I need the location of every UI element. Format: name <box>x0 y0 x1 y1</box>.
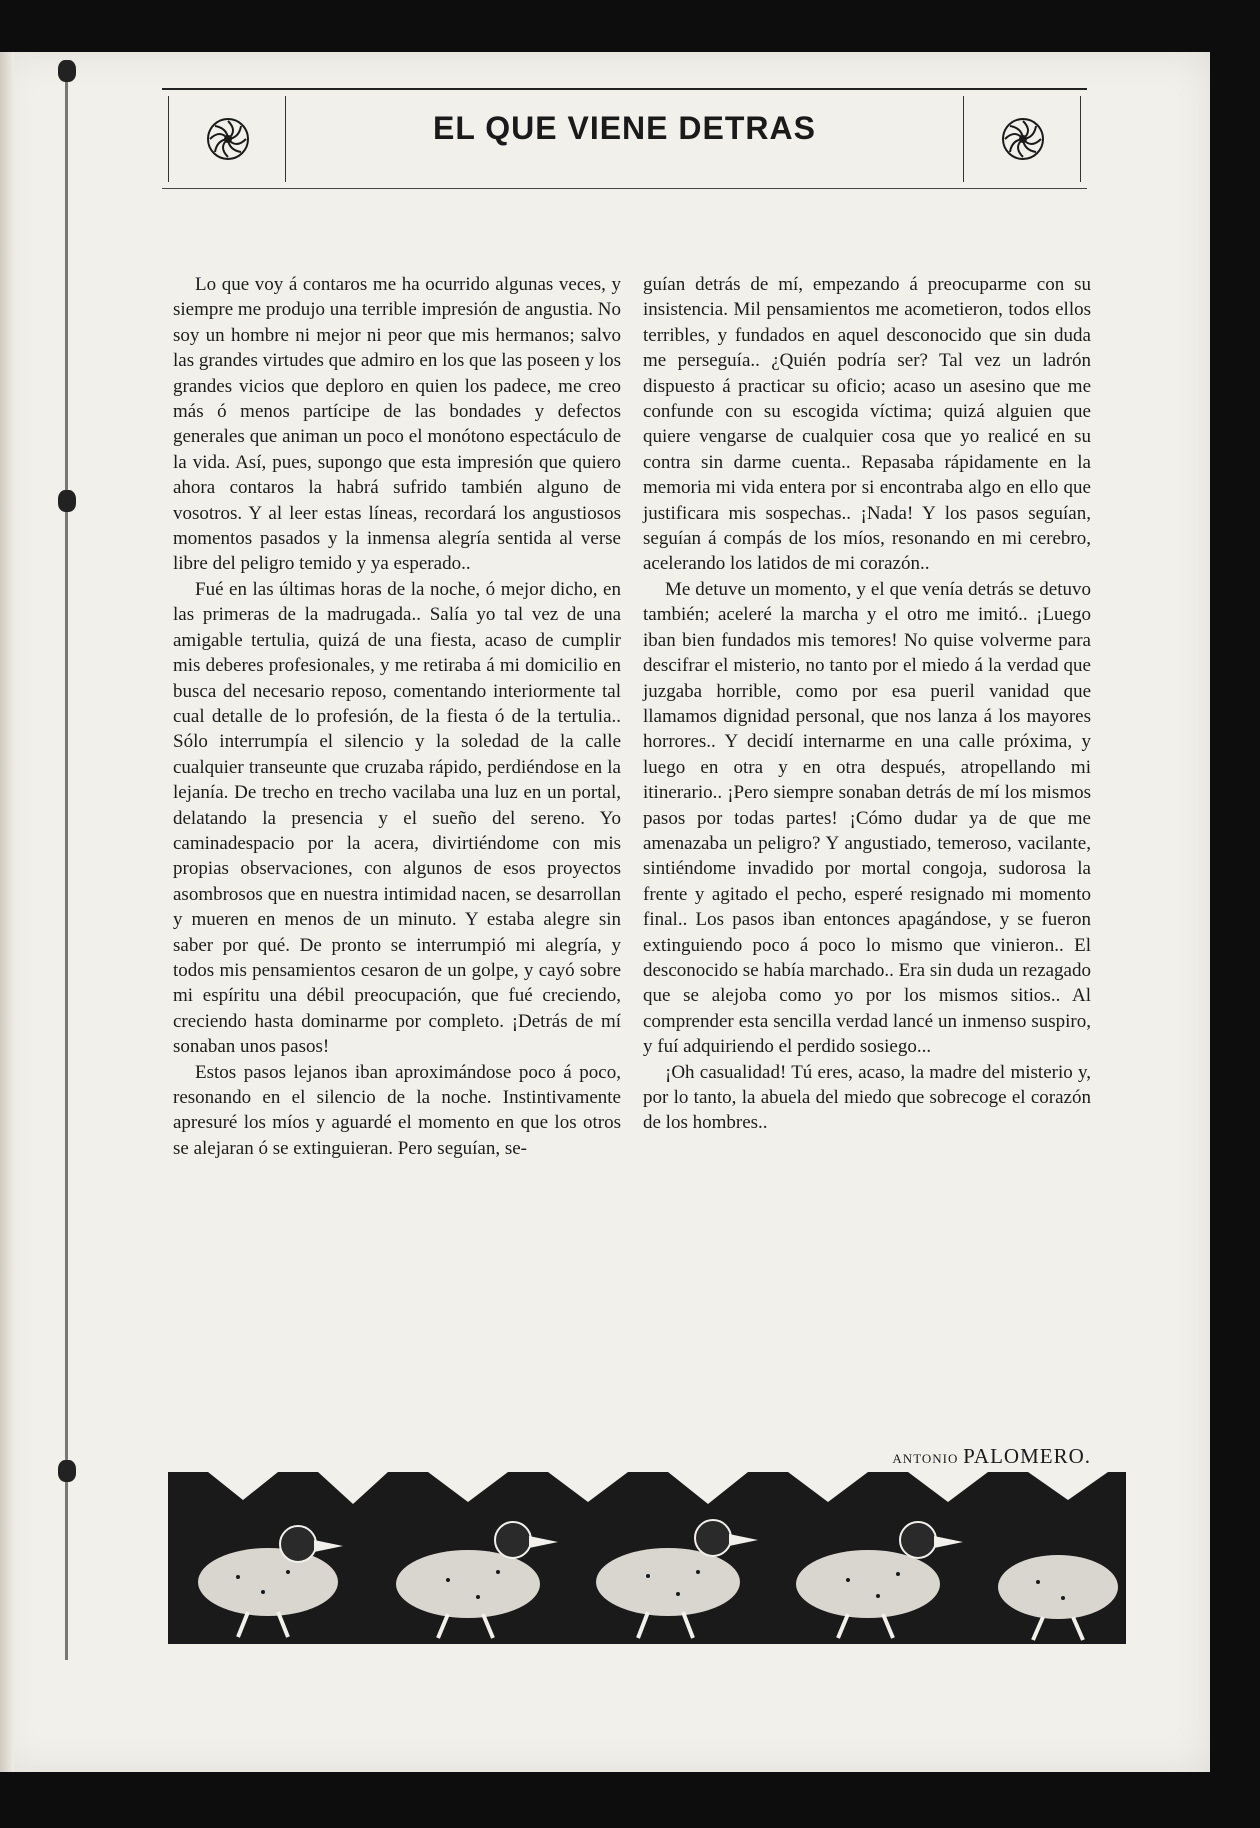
article-column-left <box>173 272 621 1161</box>
paragraph: Me detuve un momento, y el que venía detrás se detuvo también; aceleré la marcha y el otro me imitó.. ¡Luego iban bien fundados mis temores! No quise volverme para descifrar el misterio, no tanto por el miedo á la verdad que juzgaba horrible, como por esa pueril vanidad que llamamos dignidad personal, que nos lanza á los mayores horrores.. Y decidí internarme en una calle próxima, y luego en otra y en otra después, atropellando mi itinerario.. ¡Pero siempre sonaban detrás de mí los mismos pasos por todas partes! ¡Cómo dudar ya de que me amenazaba un peligro? Y angustiado, temeroso, vacilante, sintiéndome invadido por mortal congoja, sudorosa la frente y agitado el pecho, esperé resignado mi momento final.. Los pasos iban entonces apagándose, y se fueron extinguiendo poco á poco lo mismo que vinieron.. El desconocido se había marchado.. Era sin duda un rezagado que se alejoba como yo por los mismos sitios.. Al comprender esta sencilla verdad lancé un inmenso suspiro, y fuí adquiriendo el perdido sosiego... <box>643 578 1091 1058</box>
ducks-frieze-icon <box>168 1472 1126 1644</box>
rosette-ornament-icon <box>1000 116 1046 162</box>
binding-thread <box>56 60 78 1660</box>
paragraph: Fué en las últimas horas de la noche, ó mejor dicho, en las primeras de la madrugada.. Salía yo tal vez de una amigable tertulia, quizá de una fiesta, acaso de cumplir mis deberes profesionales, y me retiraba á mi domicilio en busca del necesario reposo, comentando interiormente tal cual detalle de lo profesión, de la fiesta ó de la tertulia.. Sólo interrumpía el silencio y la soledad de la calle cualquier transeunte que cruzaba rápido, perdiéndose en la lejanía. De trecho en trecho vacilaba una luz en un portal, delatando la presencia y el sueño del sereno. Yo caminadespacio por la acera, divirtiéndome con mis propias observaciones, con algunos de esos proyectos asombrosos que en nuestra intimidad nacen, se desarrollan y mueren en menos de un minuto. Y estaba alegre sin saber por qué. De pronto se interrumpió mi alegría, y todos mis pensamientos cesaron de un golpe, y cayó sobre mi espíritu una débil preocupación, que fué creciendo, creciendo hasta dominarme por completo. ¡Detrás de mí sonaban unos pasos! <box>173 578 621 1058</box>
article-column-right <box>643 272 1091 1136</box>
article-header <box>162 88 1087 189</box>
header-ornament-right <box>963 96 1081 182</box>
page-spine <box>0 52 14 1772</box>
page-title: EL QUE VIENE DETRAS <box>433 110 816 146</box>
rosette-ornament-icon <box>205 116 251 162</box>
paragraph: Lo que voy á contaros me ha ocurrido algunas veces, y siempre me produjo una terrible impresión de angustia. No soy un hombre ni mejor ni peor que mis hermanos; salvo las grandes virtudes que admiro en los que las poseen y los grandes vicios que deploro en quien los padece, me creo más ó menos partícipe de las bondades y defectos generales que animan un poco el monótono espectáculo de la vida. Así, pues, supongo que esta impresión que quiero ahora contaros la habrá sufrido también alguno de vosotros. Y al leer estas líneas, recordará los angustiosos momentos pasados y la inmensa alegría sentida al verse libre del peligro temido y ya esperado.. <box>173 274 621 575</box>
author-first-name: ANTONIO <box>892 1451 959 1466</box>
paragraph: Estos pasos lejanos iban aproximándose poco á poco, resonando en el silencio de la noche. Instintivamente apresuré los míos y aguardé el momento en que los otros se alejaran ó se extinguieran. Pero seguían, se- <box>173 1061 621 1159</box>
author-signature <box>643 1444 1091 1469</box>
paragraph: ¡Oh casualidad! Tú eres, acaso, la madre del misterio y, por lo tanto, la abuela del miedo que sobrecoge el corazón de los hombres.. <box>643 1061 1091 1134</box>
header-ornament-left <box>168 96 286 182</box>
author-last-name: PALOMERO. <box>963 1444 1091 1468</box>
paragraph-continuation: guían detrás de mí, empezando á preocuparme con su insistencia. Mil pensamientos me acometieron, todos ellos terribles, y fundados en aquel desconocido que sin duda me perseguía.. ¿Quién podría ser? Tal vez un ladrón dispuesto á practicar su oficio; acaso un asesino que me confunde con su escogida víctima; quizá alguien que quiere vengarse de cualquier cosa que yo realicé en su contra sin darme cuenta.. Repasaba rápidamente en la memoria mi vida entera por si encontraba algo en ello que justificara mis sospechas.. ¡Nada! Y los pasos seguían, seguían á compás de los míos, resonando en mi cerebro, acelerando los latidos de mi corazón.. <box>643 274 1091 575</box>
